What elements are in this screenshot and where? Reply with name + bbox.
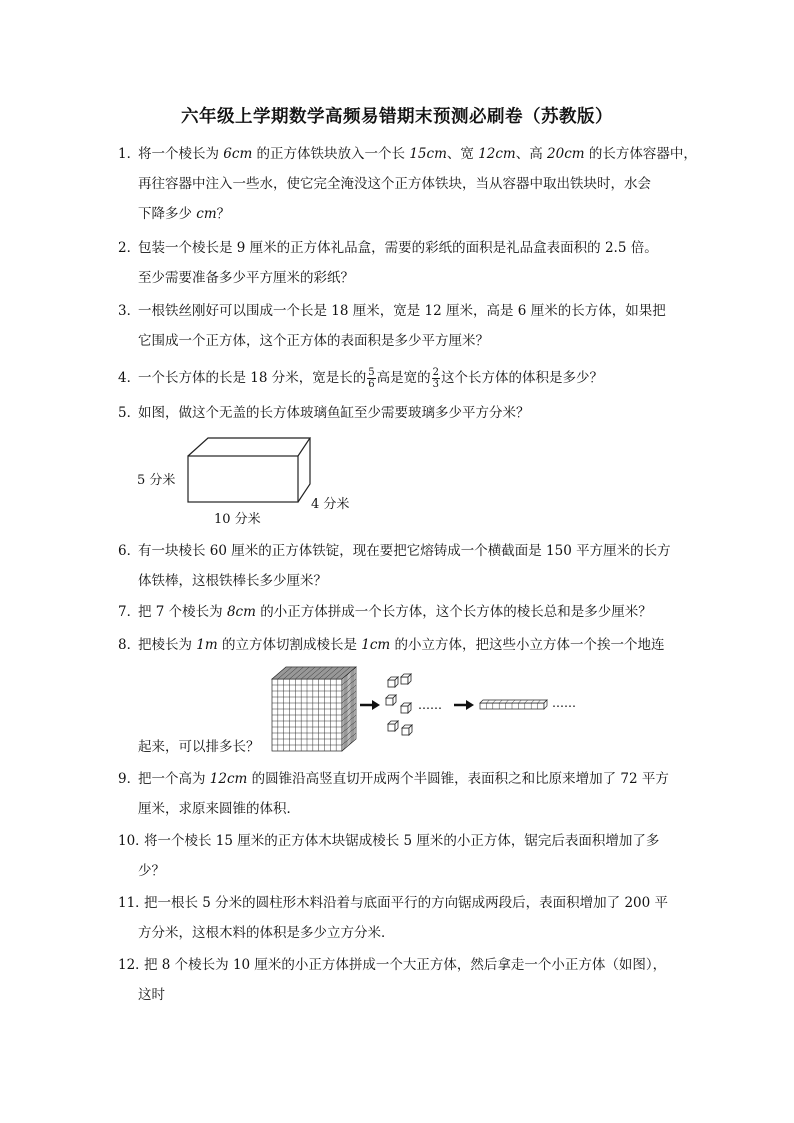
question-5 [118,398,678,428]
question-text: 的正方体铁块放入一个长 [252,146,410,162]
unit: cm [196,206,217,222]
question-text: 少？ [138,863,165,879]
length-label: 10 分米 [214,512,261,527]
ellipsis: …… [418,698,442,712]
question-8 [118,630,678,660]
small-cubes [386,674,412,735]
box-figure [180,432,320,510]
arrow-icon [360,700,380,710]
question-text: 的圆锥沿高竖直切开成两个半圆锥，表面积之和比原来增加了 72 平方 [247,771,669,787]
question-text: 至少需要准备多少平方厘米的彩纸？ [138,270,354,286]
question-number: 7． [118,604,141,620]
question-number: 9． [118,771,141,787]
question-text: 它围成一个正方体，这个正方体的表面积是多少平方厘米？ [138,333,489,349]
question-number: 10． [118,833,149,849]
question-text: 包装一个棱长是 9 厘米的正方体礼品盒，需要的彩纸的面积是礼品盒表面积的 2.5 倍。 [138,240,658,256]
question-text: 高是宽的 [376,370,431,386]
question-9 [118,764,678,824]
question-number: 12． [118,957,149,973]
numerator: 2 [432,367,440,378]
question-10 [118,826,678,886]
box-front-face [188,456,298,502]
question-7 [118,597,678,627]
question-4 [118,363,678,393]
fraction [367,367,375,390]
question-text: 体铁棒，这根铁棒长多少厘米？ [138,573,327,589]
quantity: 20cm [547,146,585,162]
quantity: 12cm [209,771,248,787]
question-text: 把 8 个棱长为 10 厘米的小正方体拼成一个大正方体，然后拿走一个小正方体（如图）， [144,957,667,973]
question-text: 一根铁丝刚好可以围成一个长是 18 厘米，宽是 12 厘米，高是 6 厘米的长方体，如果把 [138,303,666,319]
quantity: 1cm [361,637,391,653]
question-text: 有一块棱长 60 厘米的正方体铁锭，现在要把它熔铸成一个横截面是 150 平方厘米的长方 [138,543,671,559]
quantity: 15cm [409,146,447,162]
question-2 [118,233,678,293]
question-number: 2． [118,240,141,256]
question-text: 起来，可以排多长？ [138,739,260,755]
question-text: 如图，做这个无盖的长方体玻璃鱼缸至少需要玻璃多少平方分米？ [138,405,530,421]
ellipsis: …… [552,696,576,710]
question-text: 的小正方体拼成一个长方体，这个长方体的棱长总和是多少厘米？ [255,604,652,620]
question-1 [118,139,697,229]
box-top-face [188,438,310,456]
question-text: 把一个高为 [138,771,210,787]
question-text: 的长方体容器中， [584,146,697,162]
question-text: 一个长方体的长是 18 分米，宽是长的 [138,370,367,386]
question-number: 4． [118,370,141,386]
question-text: 将一个棱长为 [138,146,224,162]
question-text: 下降多少 [138,206,197,222]
question-text: 厘米，求原来圆锥的体积． [138,801,300,817]
quantity: 1m [196,637,218,653]
question-text: 的立方体切割成棱长是 [217,637,362,653]
question-text: ？ [216,206,231,222]
question-number: 5． [118,405,141,421]
question-6 [118,536,678,596]
quantity: 8cm [226,604,256,620]
cube-cutting-figure [268,663,588,755]
numerator: 5 [368,367,375,378]
question-number: 11． [118,895,149,911]
question-number: 8． [118,637,141,653]
question-number: 1． [118,146,141,162]
question-number: 6． [118,543,141,559]
question-text: 这个长方体的体积是多少？ [441,370,604,386]
arrow-icon [454,700,474,710]
question-text: 将一个棱长 15 厘米的正方体木块锯成棱长 5 厘米的小正方体，锯完后表面积增加了多 [144,833,660,849]
question-text: 把一根长 5 分米的圆柱形木料沿着与底面平行的方向锯成两段后，表面积增加了 200 平 [144,895,669,911]
question-text: 把 7 个棱长为 [138,604,227,620]
question-3 [118,296,678,356]
height-label: 5 分米 [137,473,176,488]
fraction [432,367,440,390]
question-text: 方分米，这根木料的体积是多少立方分米． [138,925,395,941]
denominator: 3 [432,379,440,390]
question-text: 的小立方体，把这些小立方体一个挨一个地连 [390,637,665,653]
question-text: 这时 [138,987,165,1003]
quantity: 12cm [478,146,516,162]
width-label: 4 分米 [311,497,350,512]
question-number: 3． [118,303,141,319]
page-title: 六年级上学期数学高频易错期末预测必刷卷（苏教版） [181,107,613,127]
denominator: 6 [368,379,375,390]
question-text: 再往容器中注入一些水，使它完全淹没这个正方体铁块，当从容器中取出铁块时，水会 [138,176,651,192]
question-text: 、高 [515,146,548,162]
question-text: 把棱长为 [138,637,197,653]
question-11 [118,888,678,948]
quantity: 6cm [223,146,253,162]
question-text: 、宽 [446,146,479,162]
question-12 [118,950,678,1010]
